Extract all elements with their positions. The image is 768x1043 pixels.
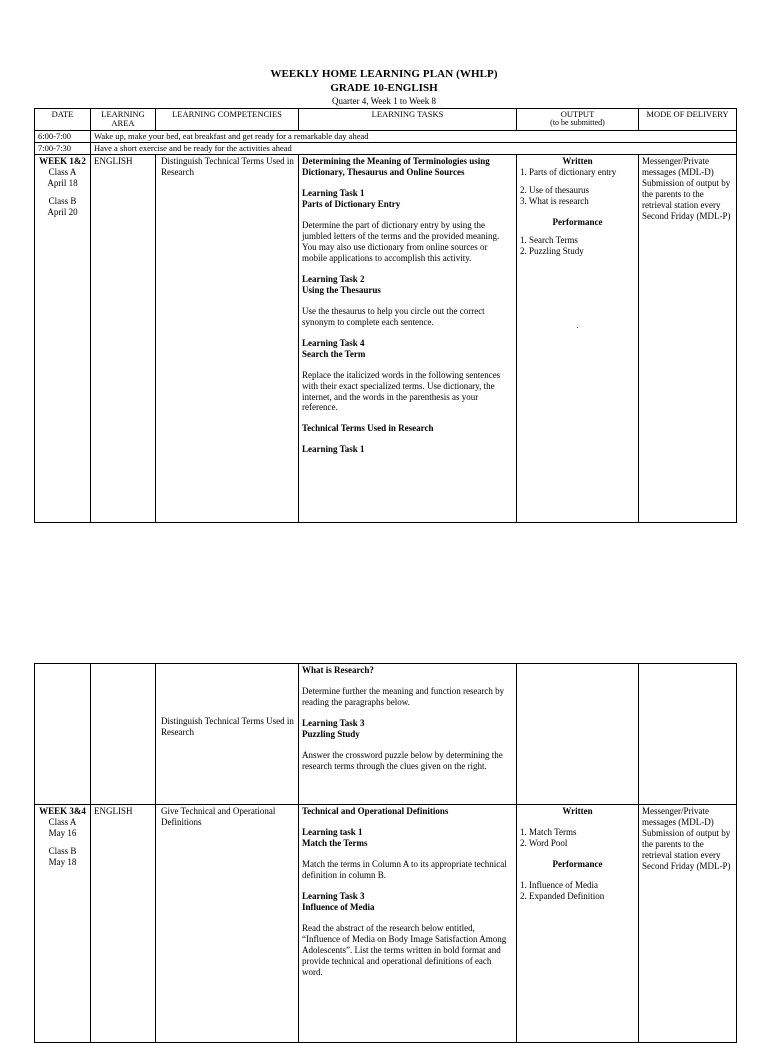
output-cell xyxy=(517,805,639,1043)
task-description: Use the thesaurus to help you circle out the correct synonym to complete each sentence. xyxy=(302,305,485,327)
task-description: Replace the italicized words in the following sentences with their exact specialized terms. Use dictionary, the internet, and the words in the parenthesis as your reference. xyxy=(302,369,501,413)
task-description: Read the abstract of the research below entitled, “Influence of Media on Body Image Satisfaction Among Adolescents”. List the terms written in bold format and provide technical and operational definitions of each word. xyxy=(302,922,507,977)
schedule-time: 6:00-7:00 xyxy=(35,131,91,143)
task-title: Parts of Dictionary Entry xyxy=(302,198,401,209)
performance-item: 2. Expanded Definition xyxy=(520,890,605,901)
class-a-date: April 18 xyxy=(47,177,78,188)
class-a-date: May 16 xyxy=(48,827,77,838)
quarter-subtitle: Quarter 4, Week 1 to Week 8 xyxy=(332,96,436,106)
column-header-mode: MODE OF DELIVERY xyxy=(639,109,737,131)
performance-label: Performance xyxy=(552,216,603,227)
task-title: Influence of Media xyxy=(302,901,375,912)
tasks-cell xyxy=(299,664,517,805)
section-heading: What is Research? xyxy=(302,665,374,675)
column-header-output: OUTPUT (to be submitted) xyxy=(517,109,639,131)
section-heading: Technical Terms Used in Research xyxy=(302,423,434,434)
column-header-tasks: LEARNING TASKS xyxy=(299,109,517,131)
output-item: 1. Match Terms xyxy=(520,826,577,837)
class-b-date: May 18 xyxy=(48,856,77,867)
date-cell xyxy=(35,155,91,523)
learning-area-cell: ENGLISH xyxy=(91,805,156,1043)
class-a-label: Class A xyxy=(48,166,77,177)
schedule-time: 7:00-7:30 xyxy=(35,143,91,155)
written-label: Written xyxy=(562,156,593,166)
performance-item: 1. Search Terms xyxy=(520,234,578,245)
class-b-label: Class B xyxy=(48,845,77,856)
tasks-cell xyxy=(299,155,517,523)
output-item: 2. Word Pool xyxy=(520,837,568,848)
learning-plan-table xyxy=(34,108,737,523)
tasks-heading: Technical and Operational Definitions xyxy=(302,806,449,816)
class-b-label: Class B xyxy=(48,195,77,206)
task-label: Learning task 1 xyxy=(302,826,363,837)
document-title: WEEKLY HOME LEARNING PLAN (WHLP) xyxy=(270,68,498,80)
task-label: Learning Task 3 xyxy=(302,717,365,728)
task-label: Learning Task 4 xyxy=(302,337,365,348)
learning-plan-table-continued xyxy=(34,663,737,1043)
performance-item: 2. Puzzling Study xyxy=(520,245,584,256)
stray-mark: . xyxy=(576,320,579,330)
schedule-activity: Wake up, make your bed, eat breakfast and get ready for a remarkable day ahead xyxy=(91,131,737,143)
written-label: Written xyxy=(562,806,593,816)
task-title: Match the Terms xyxy=(302,837,368,848)
output-item: 3. What is research xyxy=(520,195,589,206)
class-a-label: Class A xyxy=(48,816,77,827)
column-header-competencies: LEARNING COMPETENCIES xyxy=(156,109,299,131)
schedule-row xyxy=(35,131,737,143)
task-title: Using the Thesaurus xyxy=(302,284,381,295)
week-label: WEEK 3&4 xyxy=(39,806,86,816)
competency-cell: Distinguish Technical Terms Used in Research xyxy=(156,664,299,805)
output-subheader: (to be submitted) xyxy=(550,118,605,128)
mode-cell: Messenger/Private messages (MDL-D) Submission of output by the parents to the retrieval station every Second Friday (MDL-P) xyxy=(639,155,737,523)
grade-subtitle: GRADE 10-ENGLISH xyxy=(330,82,438,94)
task-label: Learning Task 2 xyxy=(302,273,365,284)
task-description: Answer the crossword puzzle below by determining the research terms through the clues given on the right. xyxy=(302,749,503,771)
learning-area-cell: ENGLISH xyxy=(91,155,156,523)
task-label: Learning Task 1 xyxy=(302,444,365,455)
table-row-week-3-4 xyxy=(35,805,737,1043)
date-cell xyxy=(35,805,91,1043)
table-row-week-1-2 xyxy=(35,155,737,523)
task-label: Learning Task 3 xyxy=(302,890,365,901)
schedule-activity: Have a short exercise and be ready for the activities ahead xyxy=(91,143,737,155)
output-cell xyxy=(517,155,639,523)
tasks-heading: Determining the Meaning of Terminologies using Dictionary, Thesaurus and Online Sources xyxy=(302,156,490,177)
table-row-continued xyxy=(35,664,737,805)
column-header-date: DATE xyxy=(35,109,91,131)
competency-cell: Distinguish Technical Terms Used in Research xyxy=(156,155,299,523)
week-label: WEEK 1&2 xyxy=(39,156,86,166)
task-label: Learning Task 1 xyxy=(302,187,365,198)
performance-label: Performance xyxy=(552,858,603,869)
output-item: 2. Use of thesaurus xyxy=(520,184,589,195)
task-title: Search the Term xyxy=(302,348,366,359)
task-description: Match the terms in Column A to its appropriate technical definition in column B. xyxy=(302,858,507,880)
column-header-learning-area: LEARNING AREA xyxy=(91,109,156,131)
tasks-cell xyxy=(299,805,517,1043)
competency-cell: Give Technical and Operational Definitions xyxy=(156,805,299,1043)
output-item: 1. Parts of dictionary entry xyxy=(520,166,617,177)
mode-cell: Messenger/Private messages (MDL-D) Submission of output by the parents to the retrieval station every Second Friday (MDL-P) xyxy=(639,805,737,1043)
performance-item: 1. Influence of Media xyxy=(520,879,598,890)
class-b-date: April 20 xyxy=(47,206,78,217)
task-title: Puzzling Study xyxy=(302,728,360,739)
schedule-row xyxy=(35,143,737,155)
task-description: Determine further the meaning and function research by reading the paragraphs below. xyxy=(302,685,505,707)
task-description: Determine the part of dictionary entry by using the jumbled letters of the terms and the provided meaning. You may also use dictionary from online sources or mobile applications to accomplish this activity. xyxy=(302,219,500,263)
